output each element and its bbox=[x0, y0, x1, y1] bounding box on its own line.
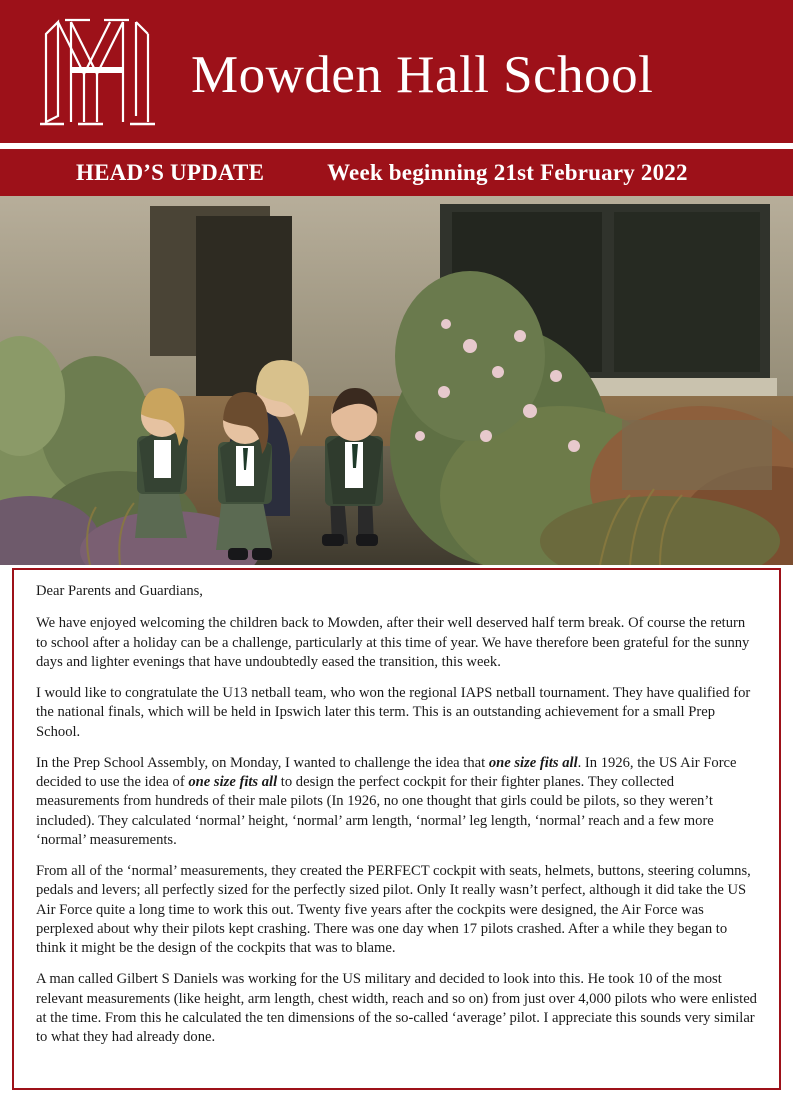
hero-photo-illustration bbox=[0, 196, 793, 565]
letter-paragraph-assembly bbox=[36, 754, 757, 850]
letter-paragraph-4: A man called Gilbert S Daniels was working for the US military and decided to look into this. He took 10 of the most relevant measurements (like height, arm length, chest width, reach and so on) from just over 4,000 pilots who were enlisted at the time. From this he calculated the ten dimensions of the so-called ‘average’ pilot. I appreciate this sounds very similar to what they had already done. bbox=[36, 971, 757, 1045]
assembly-text-part-3: to design the perfect cockpit for their fighter planes. They collected measurements from hundreds of their male pilots (In 1926, no one thought that girls could be pilots, so they weren’t included). They calculated ‘normal’ height, ‘normal’ arm length, ‘normal’ leg length, ‘normal’ reach and a few more ‘normal’ measurements. bbox=[36, 774, 714, 848]
letter-paragraph-2: I would like to congratulate the U13 netball team, who won the regional IAPS netball tournament. They have qualified for the national finals, which will be held in Ipswich later this term. This is an outstanding achievement for a small Prep School. bbox=[36, 685, 751, 740]
letter-body bbox=[12, 568, 781, 1090]
week-beginning-label: Week beginning 21st February 2022 bbox=[327, 159, 688, 185]
letter-salutation: Dear Parents and Guardians, bbox=[36, 583, 203, 599]
assembly-emphasis-2: one size fits all bbox=[188, 774, 278, 790]
assembly-text-part-2: . In 1926, the US Air Force decided to use the idea of bbox=[36, 754, 737, 790]
school-logo bbox=[0, 0, 175, 143]
heads-update-label: HEAD’S UPDATE bbox=[76, 159, 265, 185]
letter-paragraph-1: We have enjoyed welcoming the children back to Mowden, after their well deserved half term break. Of course the return to school after a holiday can be a challenge, particularly at this time of year. We have therefore been grateful for the sunny days and lighter evenings that have undoubtedly eased the transition, this week. bbox=[36, 615, 750, 670]
assembly-text-part-1: In the Prep School Assembly, on Monday, I wanted to challenge the idea that bbox=[36, 754, 489, 771]
letter-paragraph-3: From all of the ‘normal’ measurements, they created the PERFECT cockpit with seats, helmets, buttons, steering columns, pedals and levers; all perfectly sized for the perfectly sized pilot. Only It really wasn’t perfect, although it did take the US Air Force quite a long time to work this out. Twenty five years after the cockpits were designed, the Air Force was perplexed about why their pilots kept crashing. There was one day when 17 pilots crashed. After a while they began to think it might be the design of the cockpits that was to blame. bbox=[36, 863, 751, 956]
hero-photo bbox=[0, 196, 793, 565]
mowden-hall-monogram-icon bbox=[38, 12, 163, 132]
title-bar bbox=[0, 149, 793, 196]
assembly-emphasis-1: one size fits all bbox=[488, 754, 578, 771]
masthead bbox=[0, 0, 793, 143]
school-name: Mowden Hall School bbox=[191, 45, 654, 104]
